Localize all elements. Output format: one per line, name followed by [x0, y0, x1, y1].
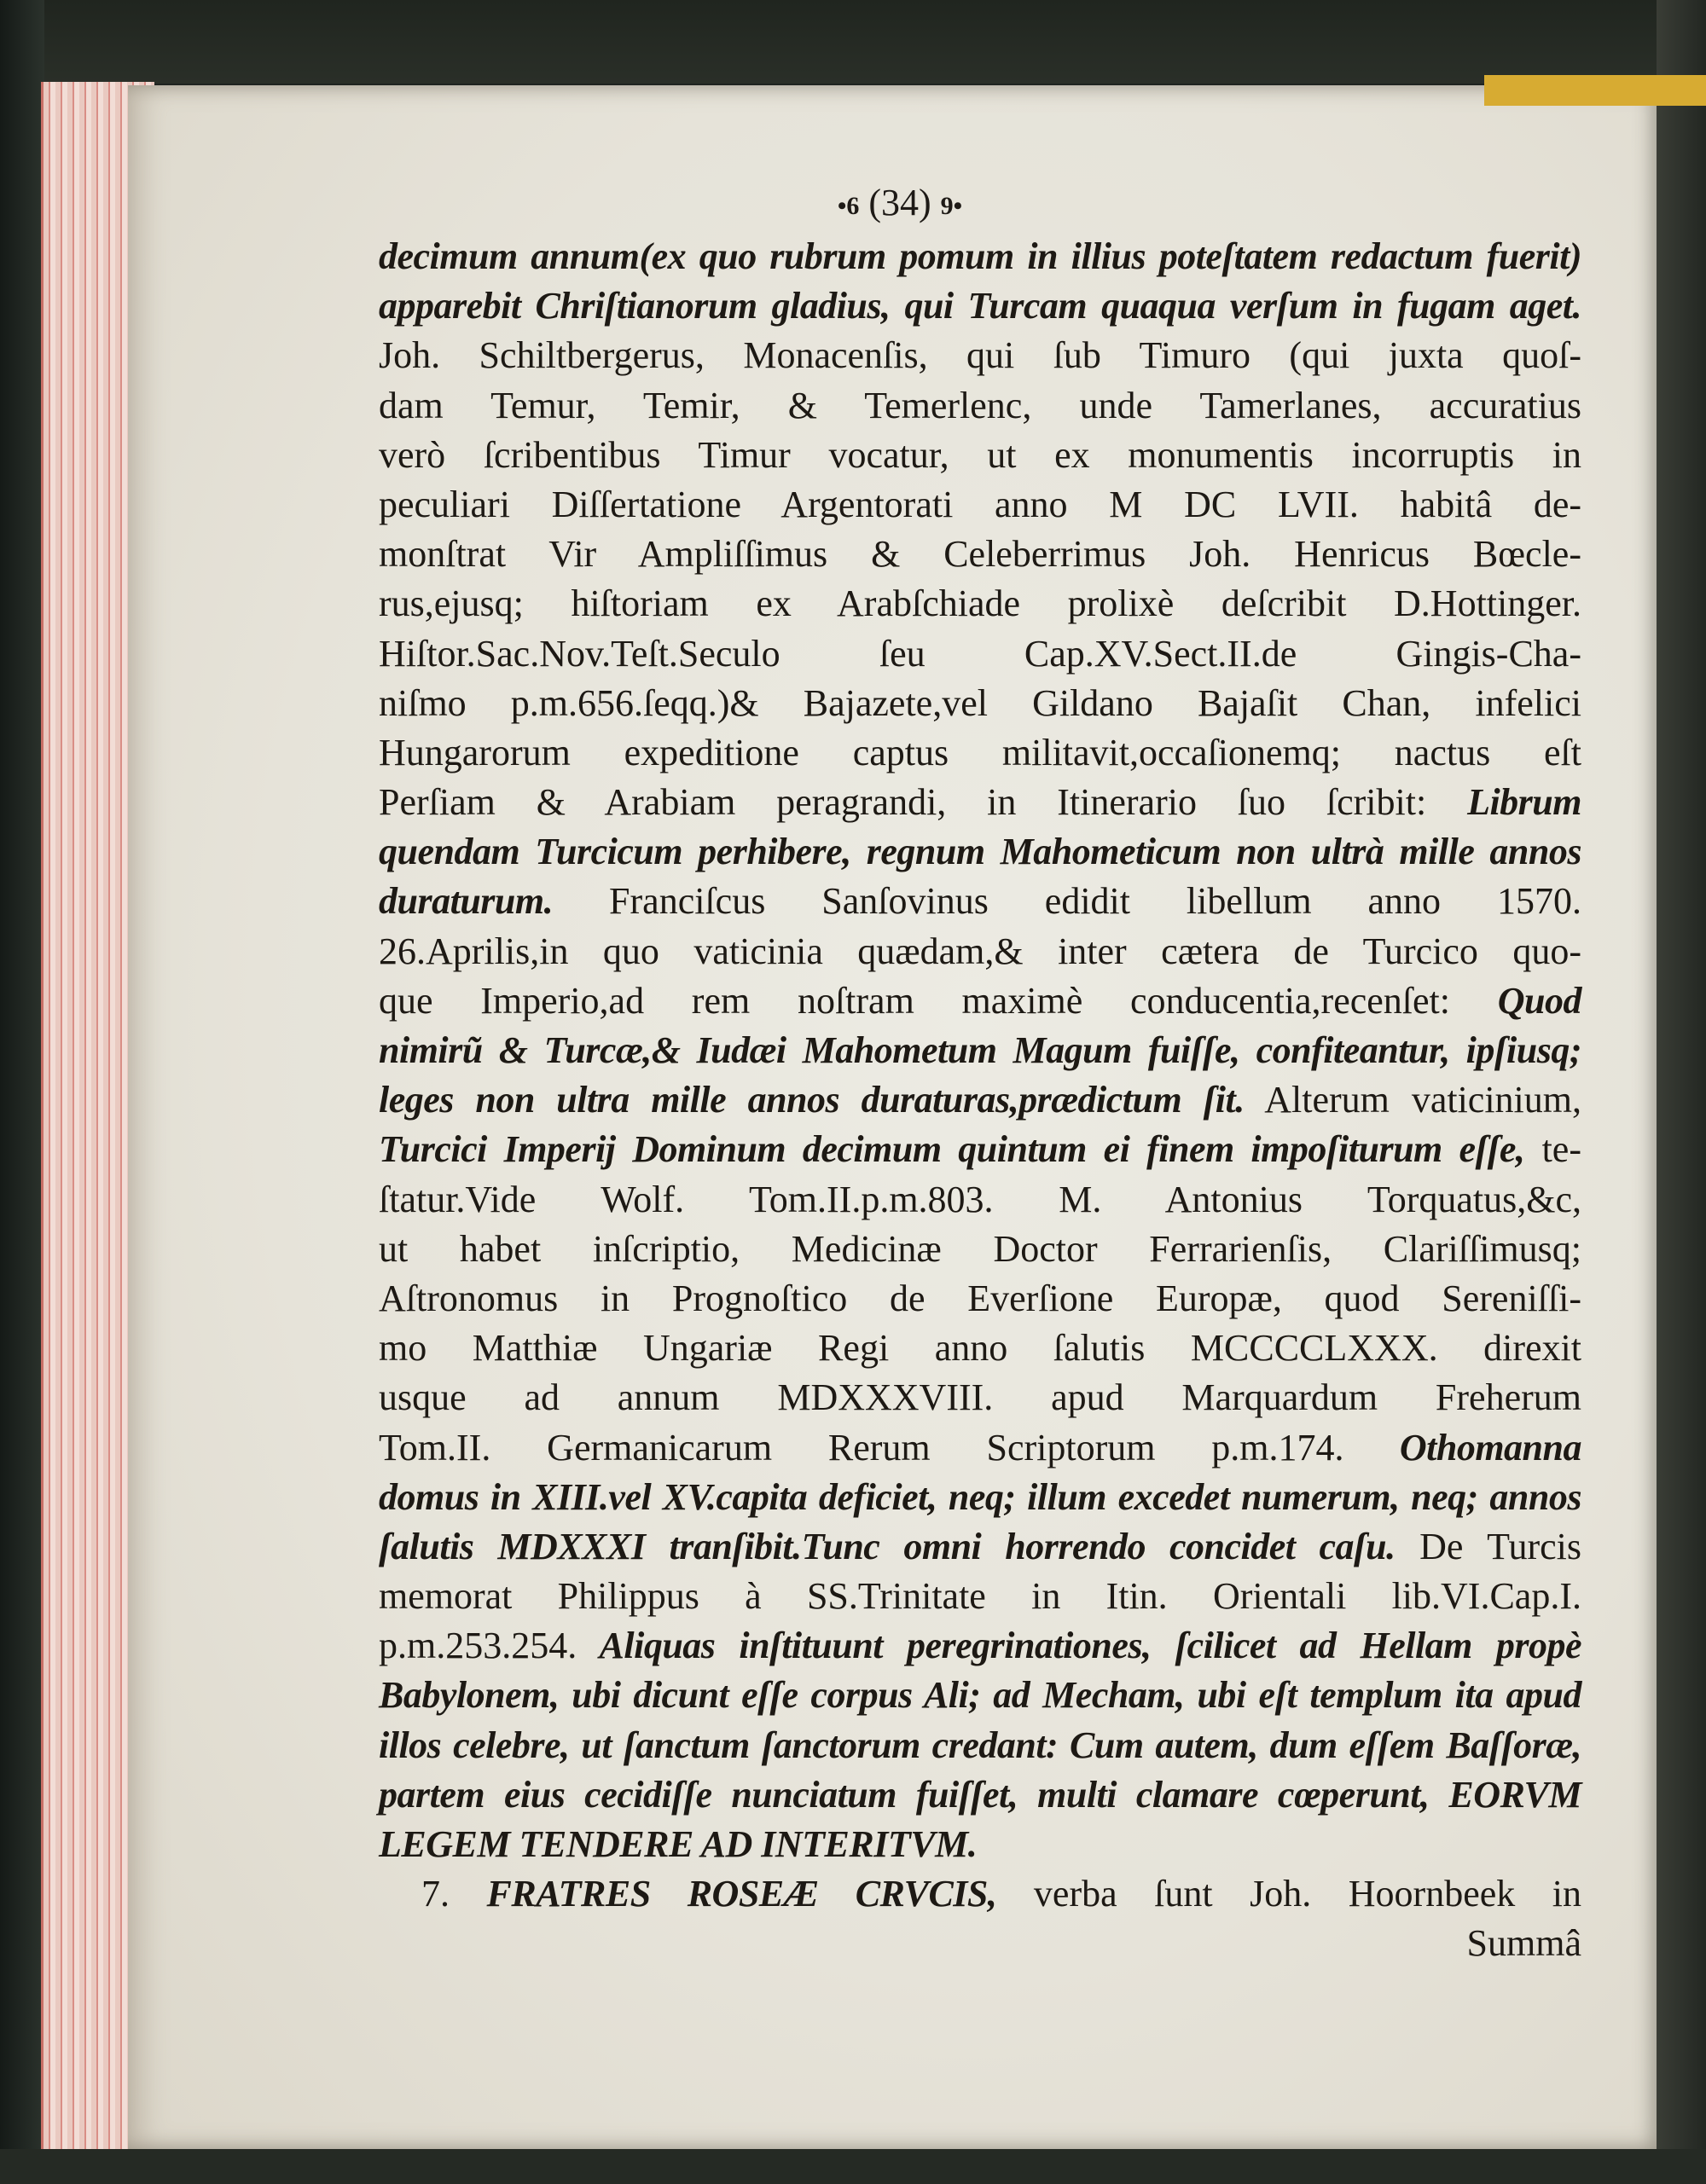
roman-text: Perſiam & Arabiam peragrandi, in Itinerario ſuo ſcribit:	[379, 781, 1468, 824]
roman-text: De Turcis	[1395, 1525, 1582, 1567]
italic-text: Aliquas inſtituunt peregrinationes, ſcilicet ad Hellam propè	[577, 1625, 1581, 1667]
roman-text: Joh. Schiltbergerus, Monacenſis, qui ſub Timuro (qui juxta quoſ-	[379, 334, 1581, 377]
text-line	[379, 976, 1581, 1026]
roman-text: Alterum vaticinium,	[1244, 1079, 1581, 1121]
running-header	[0, 181, 1706, 224]
text-line	[379, 827, 1581, 877]
text-line	[379, 1373, 1581, 1422]
italic-text: Quod	[1497, 979, 1581, 1022]
roman-text: 7.	[421, 1873, 487, 1915]
roman-text: 26.Aprilis,in quo vaticinia quædam,& inter cætera de Turcico quo-	[379, 930, 1581, 972]
text-line	[379, 431, 1581, 480]
italic-text: apparebit Chriſtianorum gladius, qui Turcam quaqua verſum in fugam aget.	[379, 285, 1581, 327]
text-line	[379, 1026, 1581, 1075]
text-line	[379, 1125, 1581, 1174]
text-line	[379, 331, 1581, 380]
text-line	[379, 1225, 1581, 1274]
text-line	[379, 1324, 1581, 1373]
italic-text: ſalutis MDXXXI tranſibit.Tunc omni horrendo concidet caſu.	[379, 1525, 1396, 1567]
roman-text: memorat Philippus à SS.Trinitate in Itin. Orientali lib.VI.Cap.I.	[379, 1575, 1581, 1618]
text-line	[379, 778, 1581, 827]
text-line	[379, 1572, 1581, 1621]
roman-text: Franciſcus Sanſovinus edidit libellum anno 1570.	[553, 880, 1581, 923]
italic-text: domus in XIII.vel XV.capita deficiet, neq; illum excedet numerum, neq; annos	[379, 1475, 1581, 1518]
roman-text: dam Temur, Temir, & Temerlenc, unde Tamerlanes, accuratius	[379, 384, 1581, 426]
page-number: (34)	[868, 182, 931, 223]
italic-text: FRATRES ROSEÆ CRVCIS,	[486, 1873, 997, 1915]
roman-text: Hiſtor.Sac.Nov.Teſt.Seculo ſeu Cap.XV.Sect.II.de Gingis-Cha-	[379, 632, 1581, 675]
text-line	[379, 1621, 1581, 1671]
italic-text: LEGEM TENDERE AD INTERITVM.	[379, 1823, 978, 1865]
italic-text: illos celebre, ut ſanctum ſanctorum credant: Cum autem, dum eſſem Baſſoræ,	[379, 1723, 1581, 1766]
roman-text: Aſtronomus in Prognoſtico de Everſione Europæ, quod Sereniſſi-	[379, 1277, 1581, 1319]
bookmark-tab	[1484, 75, 1706, 106]
scan-background-bottom	[0, 2149, 1706, 2184]
italic-text: Librum	[1467, 781, 1581, 824]
roman-text: Hungarorum expeditione captus militavit,occaſionemq; nactus eſt	[379, 731, 1581, 773]
roman-text: Tom.II. Germanicarum Rerum Scriptorum p.m.174.	[379, 1426, 1344, 1469]
text-line	[379, 1770, 1581, 1820]
italic-text: decimum annum(ex quo rubrum pomum in illius poteſtatem redactum fuerit)	[379, 235, 1581, 277]
italic-text: leges non ultra mille annos duraturas,prædictum ſit.	[379, 1079, 1245, 1121]
text-line	[379, 579, 1581, 629]
text-line	[379, 381, 1581, 431]
text-line	[379, 1175, 1581, 1225]
text-line	[379, 1820, 1581, 1869]
roman-text: Summâ	[1466, 1922, 1581, 1965]
italic-text: Othomanna	[1343, 1426, 1581, 1469]
text-line	[379, 877, 1581, 926]
italic-text: partem eius cecidiſſe nunciatum fuiſſet, multi clamare cœperunt, EORVM	[379, 1773, 1581, 1816]
text-line	[379, 1274, 1581, 1324]
book-cover-right	[1657, 0, 1706, 2184]
roman-text: monſtrat Vir Ampliſſimus & Celeberrimus Joh. Henricus Bœcle-	[379, 533, 1581, 576]
text-line	[379, 281, 1581, 331]
text-line	[379, 530, 1581, 579]
italic-text: nimirũ & Turcæ,& Iudæi Mahometum Magum fuiſſe, confiteantur, ipſiusq;	[379, 1029, 1581, 1071]
text-line	[379, 232, 1581, 281]
roman-text: verò ſcribentibus Timur vocatur, ut ex monumentis incorruptis in	[379, 433, 1581, 476]
text-line	[379, 1075, 1581, 1125]
book-cover-edge	[0, 0, 44, 2184]
text-line	[379, 1473, 1581, 1522]
roman-text: que Imperio,ad rem noſtram maximè conducentia,recenſet:	[379, 979, 1498, 1022]
roman-text: te-	[1524, 1128, 1581, 1171]
roman-text: ut habet inſcriptio, Medicinæ Doctor Ferrarienſis, Clariſſimusq;	[379, 1227, 1581, 1270]
text-line	[379, 480, 1581, 530]
roman-text: peculiari Diſſertatione Argentorati anno M DC LVII. habitâ de-	[379, 483, 1581, 525]
italic-text: Babylonem, ubi dicunt eſſe corpus Ali; ad Mecham, ubi eſt templum ita apud	[379, 1674, 1581, 1717]
text-line	[379, 1522, 1581, 1572]
text-line	[379, 927, 1581, 976]
roman-text: rus,ejusq; hiſtoriam ex Arabſchiade prolixè deſcribit D.Hottinger.	[379, 582, 1581, 625]
scan-background-top	[0, 0, 1706, 84]
text-line	[379, 679, 1581, 728]
roman-text: ſtatur.Vide Wolf. Tom.II.p.m.803. M. Antonius Torquatus,&c,	[379, 1178, 1581, 1220]
body-text	[379, 232, 1581, 1969]
italic-text: duraturum.	[379, 880, 554, 923]
italic-text: Turcici Imperij Dominum decimum quintum ei finem impoſiturum eſſe,	[379, 1128, 1525, 1171]
roman-text: niſmo p.m.656.ſeqq.)& Bajazete,vel Gildano Bajaſit Chan, infelici	[379, 681, 1581, 724]
roman-text: verba ſunt Joh. Hoornbeek in	[996, 1873, 1582, 1915]
text-line	[379, 1869, 1581, 1919]
text-line	[379, 1721, 1581, 1770]
text-line	[379, 629, 1581, 679]
text-line	[379, 1423, 1581, 1473]
text-line	[379, 1671, 1581, 1720]
ornament-right: 9•	[940, 191, 963, 220]
roman-text: mo Matthiæ Ungariæ Regi anno ſalutis MCCCCLXXX. direxit	[379, 1327, 1581, 1370]
ornament-left: •6	[837, 191, 860, 220]
roman-text: usque ad annum MDXXXVIII. apud Marquardum Freherum	[379, 1376, 1581, 1419]
text-line	[379, 1919, 1581, 1968]
italic-text: quendam Turcicum perhibere, regnum Mahometicum non ultrà mille annos	[379, 831, 1581, 873]
roman-text: p.m.253.254.	[379, 1625, 577, 1667]
text-line	[379, 728, 1581, 778]
